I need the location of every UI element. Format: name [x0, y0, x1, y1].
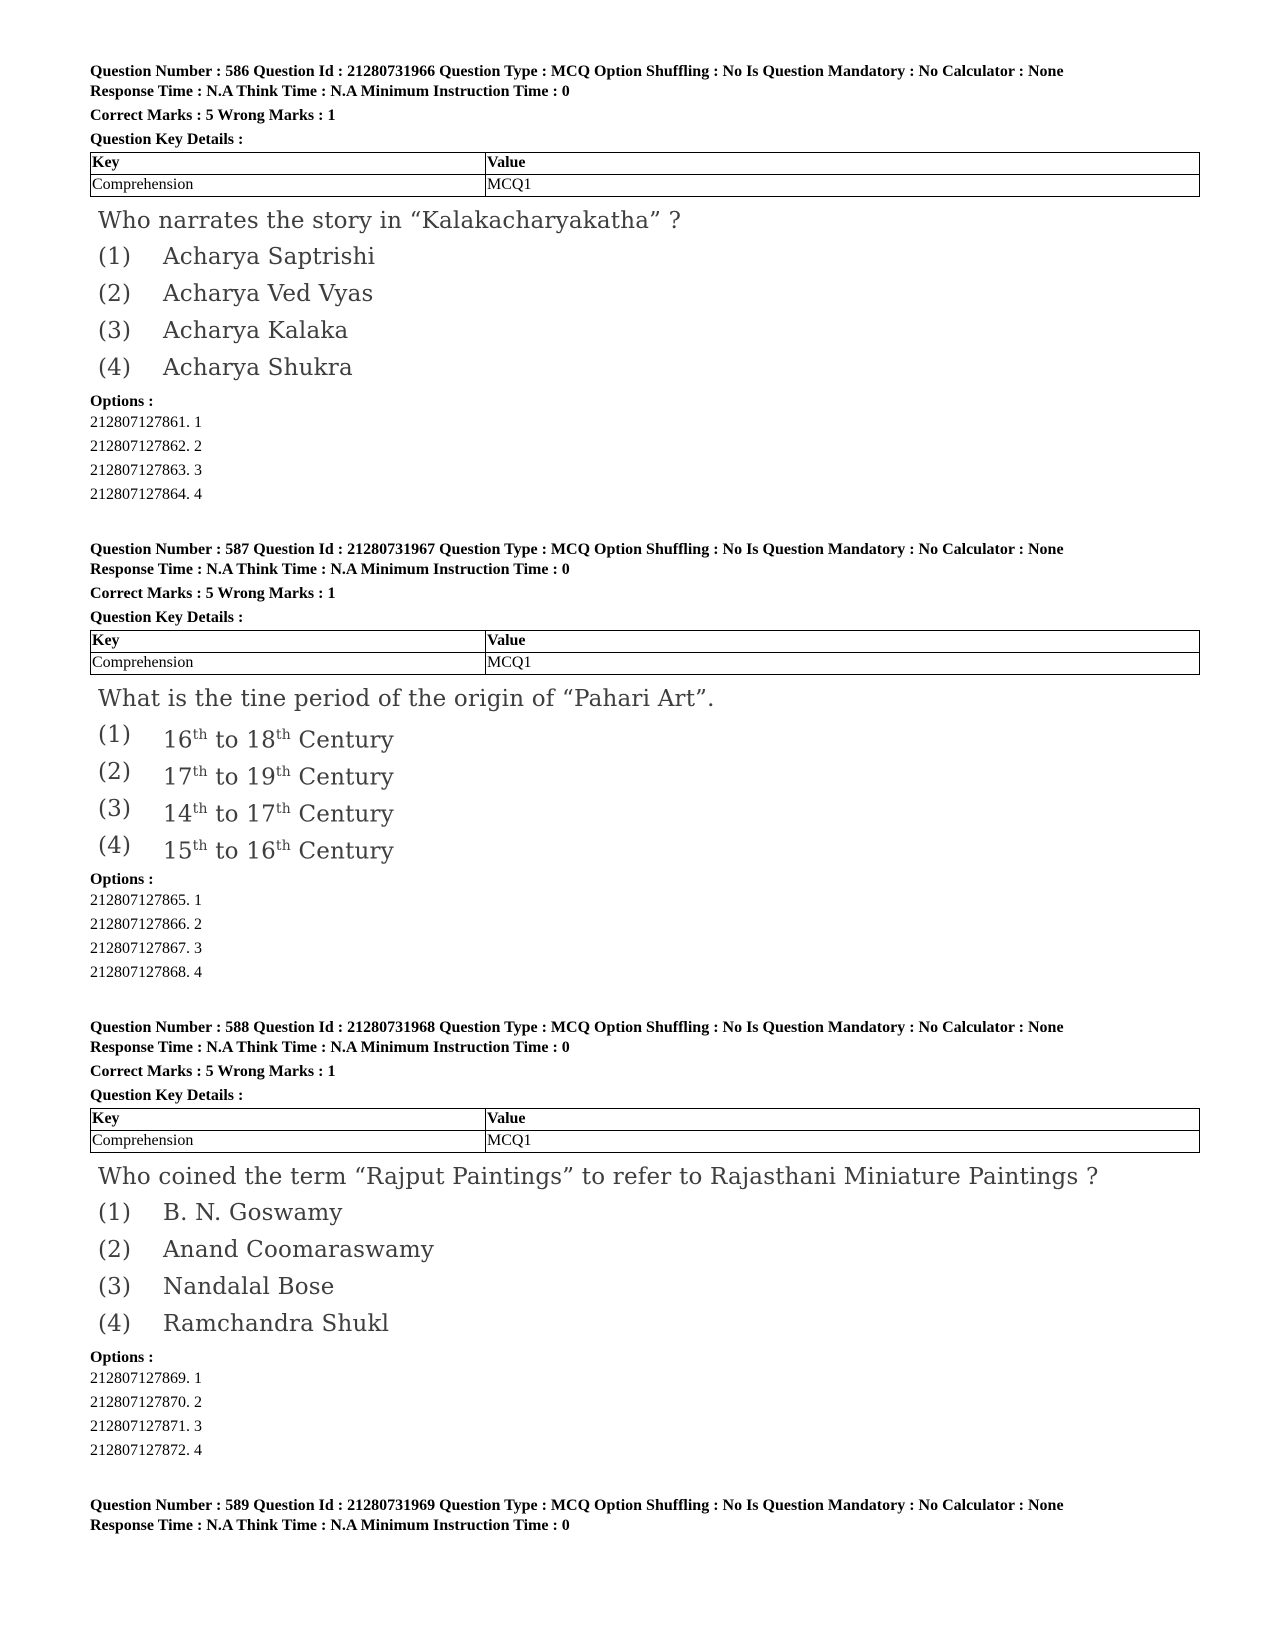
question-meta-line1: Question Number : 589 Question Id : 21280731969 Question Type : MCQ Option Shuffling : No Is Question Mandatory : No Calculator : None — [90, 1497, 1064, 1514]
choice-number: (3) — [98, 1274, 132, 1300]
choice-text: Acharya Kalaka — [163, 318, 349, 344]
key-details-table — [90, 630, 1200, 675]
choice-4 — [98, 1306, 1200, 1343]
choice-2 — [98, 276, 1200, 313]
table-cell-key: Comprehension — [91, 1131, 486, 1153]
question-meta — [90, 1018, 1200, 1057]
choice-text: 14th to 17th Century — [163, 801, 394, 828]
table-cell-value: MCQ1 — [486, 1131, 1200, 1153]
options-label: Options : — [90, 871, 154, 888]
question-meta-line2: Response Time : N.A Think Time : N.A Minimum Instruction Time : 0 — [90, 1516, 570, 1534]
choice-text: Acharya Shukra — [163, 355, 353, 381]
marks-line: Correct Marks : 5 Wrong Marks : 1 — [90, 107, 336, 124]
option-id: 212807127868. 4 — [90, 964, 202, 981]
question-meta-line1: Question Number : 588 Question Id : 21280731968 Question Type : MCQ Option Shuffling : No Is Question Mandatory : No Calculator : None — [90, 1019, 1064, 1036]
key-details-table — [90, 152, 1200, 197]
table-cell-value: MCQ1 — [486, 175, 1200, 197]
choice-text: Acharya Ved Vyas — [163, 281, 374, 307]
choice-number: (2) — [98, 281, 132, 307]
question-meta-line2: Response Time : N.A Think Time : N.A Minimum Instruction Time : 0 — [90, 560, 570, 578]
question-meta-line2: Response Time : N.A Think Time : N.A Minimum Instruction Time : 0 — [90, 1038, 570, 1056]
table-cell-key: Comprehension — [91, 653, 486, 675]
question-block-587 — [90, 540, 1200, 985]
option-id: 212807127861. 1 — [90, 414, 202, 431]
question-block-586 — [90, 62, 1200, 507]
option-id: 212807127862. 2 — [90, 438, 202, 455]
table-header-row — [91, 631, 1200, 653]
choice-text: 17th to 19th Century — [163, 764, 394, 791]
option-id: 212807127872. 4 — [90, 1442, 202, 1459]
choice-number: (4) — [98, 355, 132, 381]
choice-3 — [98, 791, 1200, 828]
option-id: 212807127867. 3 — [90, 940, 202, 957]
key-details-label: Question Key Details : — [90, 131, 244, 148]
option-id: 212807127864. 4 — [90, 486, 202, 503]
table-header-key: Key — [91, 631, 486, 653]
question-meta — [90, 540, 1200, 579]
choice-number: (1) — [98, 244, 132, 270]
question-image — [98, 1159, 1200, 1343]
marks-line: Correct Marks : 5 Wrong Marks : 1 — [90, 585, 336, 602]
table-cell-value: MCQ1 — [486, 653, 1200, 675]
question-paper-page — [90, 62, 1200, 1535]
table-header-row — [91, 153, 1200, 175]
choice-text: 16th to 18th Century — [163, 727, 394, 754]
table-header-value: Value — [486, 1109, 1200, 1131]
choice-text: Anand Coomaraswamy — [163, 1237, 435, 1263]
choice-text: B. N. Goswamy — [163, 1200, 343, 1226]
marks-line: Correct Marks : 5 Wrong Marks : 1 — [90, 1063, 336, 1080]
table-header-value: Value — [486, 631, 1200, 653]
table-header-value: Value — [486, 153, 1200, 175]
choice-number: (2) — [98, 759, 132, 785]
table-row — [91, 653, 1200, 675]
option-id: 212807127871. 3 — [90, 1418, 202, 1435]
question-meta-line1: Question Number : 587 Question Id : 21280731967 Question Type : MCQ Option Shuffling : No Is Question Mandatory : No Calculator : None — [90, 541, 1064, 558]
option-id: 212807127866. 2 — [90, 916, 202, 933]
key-details-label: Question Key Details : — [90, 609, 244, 626]
question-meta — [90, 62, 1200, 101]
question-stem: Who narrates the story in “Kalakacharyakatha” ? — [98, 208, 682, 234]
choice-4 — [98, 828, 1200, 865]
table-header-key: Key — [91, 153, 486, 175]
choice-text: Ramchandra Shukl — [163, 1311, 390, 1337]
question-image — [98, 681, 1200, 865]
option-id: 212807127863. 3 — [90, 462, 202, 479]
question-block-588 — [90, 1018, 1200, 1463]
option-id: 212807127869. 1 — [90, 1370, 202, 1387]
table-header-row — [91, 1109, 1200, 1131]
choice-3 — [98, 313, 1200, 350]
choice-4 — [98, 350, 1200, 387]
table-row — [91, 175, 1200, 197]
question-stem: Who coined the term “Rajput Paintings” to refer to Rajasthani Miniature Paintings ? — [98, 1164, 1099, 1190]
options-label: Options : — [90, 1349, 154, 1366]
choice-1 — [98, 717, 1200, 754]
table-row — [91, 1131, 1200, 1153]
choice-2 — [98, 1232, 1200, 1269]
choice-number: (3) — [98, 318, 132, 344]
choice-1 — [98, 239, 1200, 276]
choice-number: (3) — [98, 796, 132, 822]
table-cell-key: Comprehension — [91, 175, 486, 197]
question-meta-line2: Response Time : N.A Think Time : N.A Minimum Instruction Time : 0 — [90, 82, 570, 100]
choice-number: (1) — [98, 722, 132, 748]
choice-number: (4) — [98, 833, 132, 859]
choice-2 — [98, 754, 1200, 791]
options-label: Options : — [90, 393, 154, 410]
question-meta — [90, 1496, 1200, 1535]
choice-text: Acharya Saptrishi — [163, 244, 376, 270]
key-details-table — [90, 1108, 1200, 1153]
choice-number: (2) — [98, 1237, 132, 1263]
question-stem: What is the tine period of the origin of “Pahari Art”. — [98, 686, 715, 712]
question-block-589 — [90, 1496, 1200, 1535]
table-header-key: Key — [91, 1109, 486, 1131]
option-id: 212807127870. 2 — [90, 1394, 202, 1411]
choice-text: Nandalal Bose — [163, 1274, 335, 1300]
option-id: 212807127865. 1 — [90, 892, 202, 909]
choice-3 — [98, 1269, 1200, 1306]
key-details-label: Question Key Details : — [90, 1087, 244, 1104]
choice-text: 15th to 16th Century — [163, 838, 394, 865]
question-image — [98, 203, 1200, 387]
choice-number: (4) — [98, 1311, 132, 1337]
question-meta-line1: Question Number : 586 Question Id : 21280731966 Question Type : MCQ Option Shuffling : No Is Question Mandatory : No Calculator : None — [90, 63, 1064, 80]
choice-number: (1) — [98, 1200, 132, 1226]
choice-1 — [98, 1195, 1200, 1232]
